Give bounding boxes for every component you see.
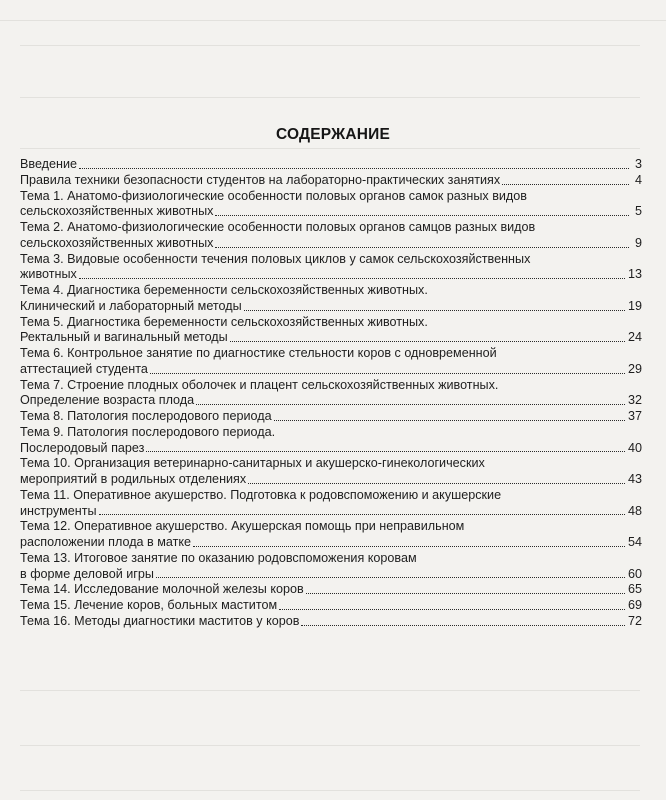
toc-page-number: 32 bbox=[627, 393, 642, 408]
toc-entry-title-line: в форме деловой игры bbox=[20, 566, 154, 581]
toc-entry-title-line: Тема 11. Оперативное акушерство. Подготовка к родовспоможению и акушерские bbox=[20, 487, 502, 502]
toc-entry bbox=[20, 346, 642, 378]
toc-leader-dots bbox=[146, 451, 625, 452]
toc-page-number: 9 bbox=[634, 235, 642, 250]
toc-leader-dots bbox=[306, 593, 625, 594]
toc-entry-title-line: Определение возраста плода bbox=[20, 393, 195, 408]
toc-leader-dots bbox=[79, 168, 629, 169]
toc-leader-dots bbox=[150, 373, 625, 374]
toc-entry-title-line: мероприятий в родильных отделениях bbox=[20, 472, 247, 486]
toc-page-number: 72 bbox=[627, 613, 642, 628]
toc-page-number: 54 bbox=[627, 535, 642, 549]
toc-leader-dots bbox=[301, 625, 625, 626]
toc-entry-title-line: Послеродовый парез bbox=[20, 440, 145, 455]
toc-page-number: 40 bbox=[627, 440, 642, 455]
toc-page-number: 29 bbox=[627, 361, 642, 376]
toc-leader-dots bbox=[79, 278, 625, 279]
toc-entry bbox=[20, 456, 642, 488]
toc-entry-title-line: Тема 9. Патология послеродового периода. bbox=[20, 424, 276, 439]
toc-entry-title-line: Тема 1. Анатомо-физиологические особенности половых органов самок разных видов bbox=[20, 188, 527, 203]
toc-entry-title-line: Тема 10. Организация ветеринарно-санитарных и акушерско-гинекологических bbox=[20, 456, 485, 471]
toc-page-number: 24 bbox=[627, 330, 642, 345]
toc-page-number: 13 bbox=[627, 267, 642, 282]
toc-leader-dots bbox=[230, 341, 625, 342]
toc-entry-title-line: сельскохозяйственных животных bbox=[20, 235, 214, 250]
toc-leader-dots bbox=[502, 184, 629, 185]
toc-entry bbox=[20, 598, 642, 614]
toc-entry-title-line: Тема 6. Контрольное занятие по диагностике стельности коров с одновременной bbox=[20, 346, 497, 360]
toc-entry bbox=[20, 173, 642, 189]
toc-page-number: 4 bbox=[634, 172, 642, 187]
toc-entry bbox=[20, 551, 642, 583]
toc-leader-dots bbox=[244, 310, 625, 311]
toc-page-number: 60 bbox=[627, 566, 642, 581]
toc-entry bbox=[20, 614, 642, 630]
toc-entry-title-line: Тема 3. Видовые особенности течения половых циклов у самок сельскохозяйственных bbox=[20, 251, 531, 266]
toc-entry-title-line: Ректальный и вагинальный методы bbox=[20, 330, 228, 345]
toc-leader-dots bbox=[215, 215, 629, 216]
toc-page-number: 37 bbox=[627, 409, 642, 423]
toc-entry-title-line: Тема 5. Диагностика беременности сельскохозяйственных животных. bbox=[20, 314, 428, 329]
toc-entry bbox=[20, 189, 642, 221]
toc-page-number: 48 bbox=[627, 503, 642, 518]
toc-leader-dots bbox=[274, 420, 625, 421]
toc-page-number: 19 bbox=[627, 298, 642, 313]
page-title: СОДЕРЖАНИЕ bbox=[275, 126, 391, 144]
toc-page-number: 69 bbox=[627, 598, 642, 612]
toc-entry-title-line: Тема 2. Анатомо-физиологические особенности половых органов самцов разных видов bbox=[20, 220, 536, 234]
toc-leader-dots bbox=[99, 514, 625, 515]
toc-entry-title-line: Тема 14. Исследование молочной железы коров bbox=[20, 582, 304, 597]
toc-leader-dots bbox=[248, 483, 625, 484]
toc-entry-title-line: Правила техники безопасности студентов на лабораторно-практических занятиях bbox=[20, 172, 501, 187]
toc-entry bbox=[20, 582, 642, 598]
toc-entry-title-line: животных bbox=[20, 267, 77, 282]
toc-entry-title-line: Тема 4. Диагностика беременности сельскохозяйственных животных. bbox=[20, 283, 428, 297]
toc-entry bbox=[20, 378, 642, 410]
toc-page-number: 3 bbox=[634, 157, 642, 171]
toc-entry bbox=[20, 283, 642, 315]
toc-entry bbox=[20, 157, 642, 173]
toc-leader-dots bbox=[156, 577, 625, 578]
toc-entry-title-line: Тема 13. Итоговое занятие по оказанию родовспоможения коровам bbox=[20, 550, 417, 565]
toc-entry-title-line: Тема 16. Методы диагностики маститов у коров bbox=[20, 613, 300, 628]
toc-entry bbox=[20, 252, 642, 284]
toc-page-number: 65 bbox=[627, 582, 642, 597]
toc-entry-title-line: Тема 12. Оперативное акушерство. Акушерская помощь при неправильном bbox=[20, 519, 465, 534]
toc-entry-title-line: сельскохозяйственных животных bbox=[20, 204, 214, 219]
toc-entry-title-line: Тема 15. Лечение коров, больных маститом bbox=[20, 598, 278, 612]
toc-page-number: 5 bbox=[634, 204, 642, 219]
toc-leader-dots bbox=[215, 247, 629, 248]
toc-entry-title-line: Введение bbox=[20, 157, 78, 171]
toc-entry-title-line: Тема 8. Патология послеродового периода bbox=[20, 409, 272, 423]
toc-entry bbox=[20, 425, 642, 457]
toc-entry bbox=[20, 409, 642, 425]
toc-entry-title-line: Клинический и лабораторный методы bbox=[20, 298, 242, 313]
toc-entry-title-line: Тема 7. Строение плодных оболочек и плацент сельскохозяйственных животных. bbox=[20, 377, 499, 392]
toc-entry bbox=[20, 488, 642, 520]
toc-leader-dots bbox=[279, 609, 625, 610]
toc-leader-dots bbox=[193, 546, 625, 547]
toc-entry bbox=[20, 220, 642, 252]
toc-entry bbox=[20, 519, 642, 551]
toc-entry-title-line: аттестацией студента bbox=[20, 361, 148, 376]
toc-page-number: 43 bbox=[627, 472, 642, 486]
toc-leader-dots bbox=[196, 404, 625, 405]
toc-entry bbox=[20, 315, 642, 347]
toc-entry-title-line: инструменты bbox=[20, 503, 97, 518]
toc-entry-title-line: расположении плода в матке bbox=[20, 535, 192, 549]
table-of-contents bbox=[20, 157, 642, 630]
